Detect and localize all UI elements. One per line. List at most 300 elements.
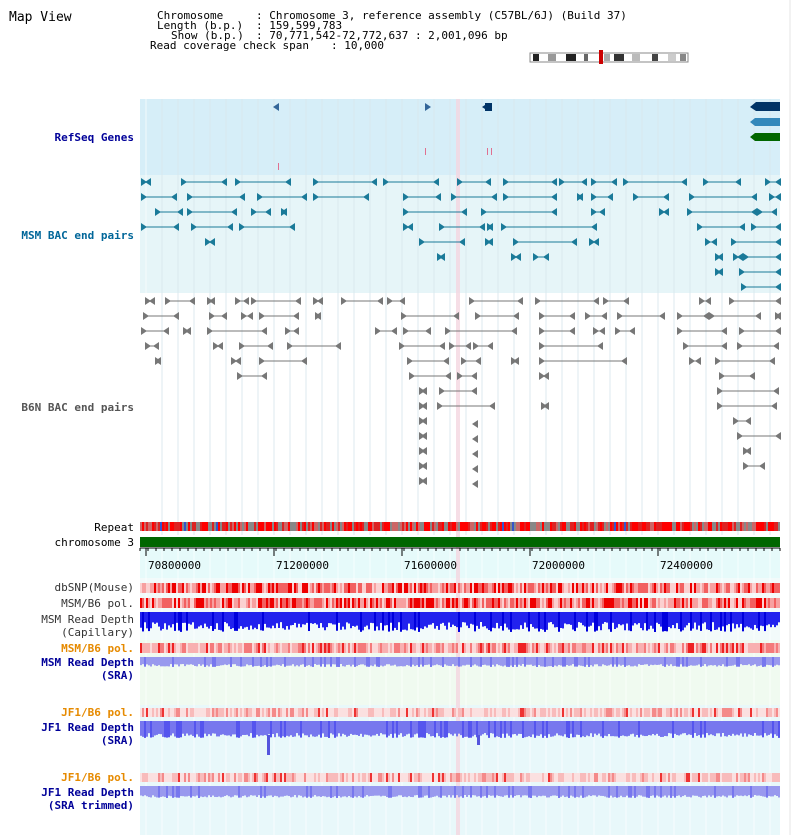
depth-bar [158,657,160,665]
heat-cell [770,598,772,608]
heat-cell [452,773,454,782]
heat-cell [160,598,162,608]
depth-bar [278,657,280,665]
heat-cell [274,643,276,653]
heat-cell [214,643,216,653]
refseq-label[interactable]: RefSeq Genes [54,131,134,144]
depth-bar [450,612,452,627]
heat-cell [502,643,504,653]
heat-cell [324,583,326,593]
depth-bar [558,786,560,798]
depth-bar [624,721,626,736]
b6n-bac-label[interactable]: B6N BAC end pairs [21,401,134,414]
repeat-seg [378,522,380,531]
repeat-seg [212,522,214,531]
depth-bar [630,721,632,734]
heat-cell [174,708,176,717]
heat-cell [428,773,430,782]
heat-cell [364,598,366,608]
msm-bac-label[interactable]: MSM BAC end pairs [21,229,134,242]
jf1-pol-label: JF1/B6 pol. [61,706,134,719]
repeat-seg [310,522,312,531]
repeat-seg [670,522,672,531]
heat-cell [312,643,314,653]
heat-cell [524,773,526,782]
depth-bar [206,721,208,736]
repeat-seg [376,522,378,531]
depth-bar [304,786,306,797]
depth-bar [744,612,746,627]
depth-bar [536,612,538,628]
heat-cell [204,643,206,653]
depth-bar [572,612,574,630]
depth-bar [774,786,776,795]
dbsnp-label: dbSNP(Mouse) [54,581,134,594]
heat-cell [642,583,644,593]
heat-cell [506,773,508,782]
depth-bar [648,612,650,629]
depth-bar [668,721,670,733]
depth-bar [368,612,370,629]
depth-bar [682,612,684,630]
depth-bar [656,612,658,623]
heat-cell [494,708,496,717]
heat-cell [234,773,236,782]
heat-cell [516,708,518,717]
heat-cell [214,598,216,608]
heat-cell [582,643,584,653]
depth-bar [642,657,644,665]
heat-cell [762,643,764,653]
depth-bar [616,612,618,628]
depth-bar [548,721,550,734]
heat-cell [362,773,364,782]
heat-cell [348,643,350,653]
depth-bar [738,721,740,735]
heat-cell [530,583,532,593]
depth-bar [372,721,374,735]
depth-bar [614,657,616,664]
heat-cell [720,708,722,717]
heat-cell [690,773,692,782]
depth-bar [672,612,674,625]
heat-cell [354,773,356,782]
depth-bar [664,721,666,736]
heat-cell [672,598,674,608]
heat-cell [494,643,496,653]
repeat-seg [416,522,418,531]
depth-bar [592,721,594,737]
heat-cell [302,773,304,782]
heat-cell [306,643,308,653]
heat-cell [564,598,566,608]
heat-cell [258,598,260,608]
heat-cell [610,773,612,782]
heat-cell [268,598,270,608]
depth-bar [728,612,730,624]
heat-cell [644,583,646,593]
depth-bar [372,657,374,666]
depth-bar [572,786,574,797]
depth-bar [432,612,434,623]
depth-bar [398,612,400,622]
heat-cell [702,643,704,653]
heat-cell [372,583,374,593]
heat-cell [356,773,358,782]
depth-bar [438,657,440,665]
depth-bar [750,657,752,666]
repeat-seg [454,522,456,531]
heat-cell [576,708,578,717]
heat-cell [218,583,220,593]
heat-cell [146,643,148,653]
repeat-seg [248,522,250,531]
depth-bar [204,721,206,734]
depth-bar [474,657,476,664]
depth-bar [382,612,384,631]
repeat-seg [274,522,276,531]
depth-bar [402,612,404,630]
heat-cell [528,773,530,782]
heat-cell [750,708,752,717]
depth-bar [748,612,750,627]
heat-cell [266,598,268,608]
heat-cell [612,708,614,717]
repeat-seg [528,522,530,531]
heat-cell [658,708,660,717]
heat-cell [242,598,244,608]
heat-cell [198,598,200,608]
depth-bar [630,612,632,631]
repeat-seg [206,522,208,531]
depth-bar [444,657,446,664]
depth-bar [284,721,286,737]
depth-bar [268,786,270,796]
heat-cell [224,583,226,593]
chromosome-bar[interactable] [140,537,780,547]
heat-cell [480,598,482,608]
repeat-seg [280,522,282,531]
repeat-seg [588,522,590,531]
heat-cell [600,598,602,608]
depth-bar [478,612,480,629]
depth-bar [184,721,186,736]
heat-cell [372,708,374,717]
depth-bar [232,612,234,628]
heat-cell [694,583,696,593]
depth-bar [532,786,534,796]
heat-cell [176,583,178,593]
depth-bar [360,612,362,632]
heat-cell [610,598,612,608]
heat-cell [310,708,312,717]
depth-bar [474,721,476,735]
heat-cell [310,643,312,653]
depth-bar [768,657,770,665]
heat-cell [672,643,674,653]
depth-bar [352,786,354,798]
depth-bar [254,657,256,666]
depth-bar [488,657,490,666]
heat-cell [294,708,296,717]
depth-bar [442,657,444,667]
depth-bar [182,721,184,734]
depth-bar [408,721,410,734]
repeat-seg [302,522,304,531]
heat-cell [324,598,326,608]
heat-cell [308,583,310,593]
repeat-seg [226,522,228,531]
heat-cell [456,643,458,653]
heat-cell [524,583,526,593]
depth-bar [164,657,166,666]
depth-bar [708,721,710,735]
heat-cell [744,643,746,653]
heat-cell [742,708,744,717]
depth-bar [480,721,482,736]
depth-bar [494,721,496,737]
heat-cell [314,708,316,717]
repeat-seg [648,522,650,531]
heat-cell [328,773,330,782]
chromosome-ideogram[interactable] [530,50,688,64]
depth-bar [154,786,156,797]
heat-cell [320,598,322,608]
depth-bar [306,786,308,798]
heat-cell [334,643,336,653]
repeat-seg [676,522,678,531]
heat-cell [444,773,446,782]
depth-bar [238,721,240,738]
heat-cell [478,583,480,593]
depth-bar [528,786,530,798]
repeat-seg [474,522,476,531]
heat-cell [398,598,400,608]
depth-bar [724,786,726,796]
depth-bar [504,657,506,665]
heat-cell [602,598,604,608]
depth-bar [610,612,612,632]
depth-bar [736,786,738,795]
depth-bar [680,721,682,734]
heat-cell [748,643,750,653]
heat-cell [274,773,276,782]
depth-bar [216,721,218,736]
jf1-trim-label-1: JF1 Read Depth [41,786,134,799]
heat-cell [500,598,502,608]
heat-cell [298,583,300,593]
depth-bar [414,721,416,734]
heat-cell [216,643,218,653]
heat-cell [680,583,682,593]
depth-bar [388,612,390,632]
heat-cell [704,773,706,782]
depth-bar [362,721,364,737]
heat-cell [418,583,420,593]
depth-bar [754,721,756,733]
depth-bar [458,786,460,797]
repeat-seg [742,522,744,531]
depth-bar [612,786,614,797]
repeat-seg [556,522,558,531]
heat-cell [444,598,446,608]
repeat-bar[interactable] [140,522,780,531]
heat-cell [716,598,718,608]
heat-cell [664,708,666,717]
heat-cell [142,583,144,593]
depth-bar [362,612,364,630]
depth-bar [622,786,624,797]
heat-cell [720,643,722,653]
heat-cell [644,598,646,608]
repeat-seg [492,522,494,531]
depth-bar [316,786,318,796]
heat-cell [762,773,764,782]
heat-cell [462,708,464,717]
depth-bar [278,721,280,737]
depth-bar [670,657,672,664]
heat-cell [738,598,740,608]
repeat-seg [620,522,622,531]
heat-cell [366,773,368,782]
repeat-seg [304,522,306,531]
depth-bar [232,721,234,734]
heat-cell [726,598,728,608]
depth-bar [394,657,396,665]
depth-bar [272,612,274,626]
repeat-seg [278,522,280,531]
heat-cell [354,708,356,717]
depth-bar [776,657,778,665]
depth-bar [262,721,264,736]
heat-cell [390,643,392,653]
heat-cell [164,773,166,782]
repeat-seg [362,522,364,531]
depth-bar [184,786,186,797]
depth-bar [544,612,546,632]
depth-bar [466,786,468,797]
depth-bar [440,786,442,798]
heat-cell [714,708,716,717]
repeat-seg [432,522,434,531]
heat-cell [168,583,170,593]
repeat-seg [326,522,328,531]
heat-cell [626,583,628,593]
heat-cell [662,643,664,653]
repeat-seg [494,522,496,531]
depth-bar [504,612,506,624]
heat-cell [474,583,476,593]
depth-bar [716,657,718,667]
repeat-seg [696,522,698,531]
depth-bar [140,721,142,736]
heat-cell [298,643,300,653]
heat-cell [734,773,736,782]
repeat-seg [412,522,414,531]
heat-cell [520,598,522,608]
repeat-seg [430,522,432,531]
heat-cell [190,643,192,653]
depth-bar [362,657,364,664]
depth-bar [578,657,580,665]
heat-cell [186,643,188,653]
depth-bar [686,657,688,667]
heat-cell [262,598,264,608]
repeat-seg [192,522,194,531]
depth-bar [694,657,696,666]
heat-cell [506,643,508,653]
depth-bar [486,657,488,665]
depth-bar [248,612,250,630]
depth-bar [346,612,348,622]
heat-cell [464,773,466,782]
heat-cell [166,708,168,717]
heat-cell [634,598,636,608]
heat-cell [692,643,694,653]
repeat-seg [592,522,594,531]
depth-bar [178,786,180,798]
heat-cell [620,773,622,782]
heat-cell [472,773,474,782]
heat-cell [250,583,252,593]
heat-cell [454,643,456,653]
depth-bar [762,612,764,626]
repeat-seg [722,522,724,531]
heat-cell [354,583,356,593]
heat-cell [556,583,558,593]
depth-bar [286,657,288,666]
depth-bar [722,786,724,795]
depth-bar [254,786,256,795]
depth-bar [524,721,526,737]
heat-cell [174,643,176,653]
heat-cell [342,708,344,717]
depth-bar [356,786,358,797]
depth-bar [730,786,732,795]
depth-bar [490,657,492,667]
heat-cell [762,583,764,593]
depth-bar [540,612,542,629]
heat-cell [734,708,736,717]
heat-cell [206,708,208,717]
heat-cell [564,708,566,717]
heat-cell [316,643,318,653]
heat-cell [620,643,622,653]
heat-cell [718,598,720,608]
heat-cell [438,598,440,608]
depth-bar [378,612,380,630]
heat-cell [388,598,390,608]
depth-bar [256,657,258,666]
heat-cell [492,773,494,782]
depth-bar [456,786,458,795]
heat-cell [164,708,166,717]
depth-bar [658,786,660,797]
heat-cell [332,708,334,717]
heat-cell [666,598,668,608]
heat-cell [306,708,308,717]
heat-cell [766,773,768,782]
depth-bar [624,786,626,797]
heat-cell [538,643,540,653]
repeat-seg [574,522,576,531]
heat-cell [320,643,322,653]
depth-bar [712,721,714,735]
depth-bar [426,612,428,628]
heat-cell [774,598,776,608]
depth-bar [154,721,156,735]
depth-bar [148,657,150,665]
